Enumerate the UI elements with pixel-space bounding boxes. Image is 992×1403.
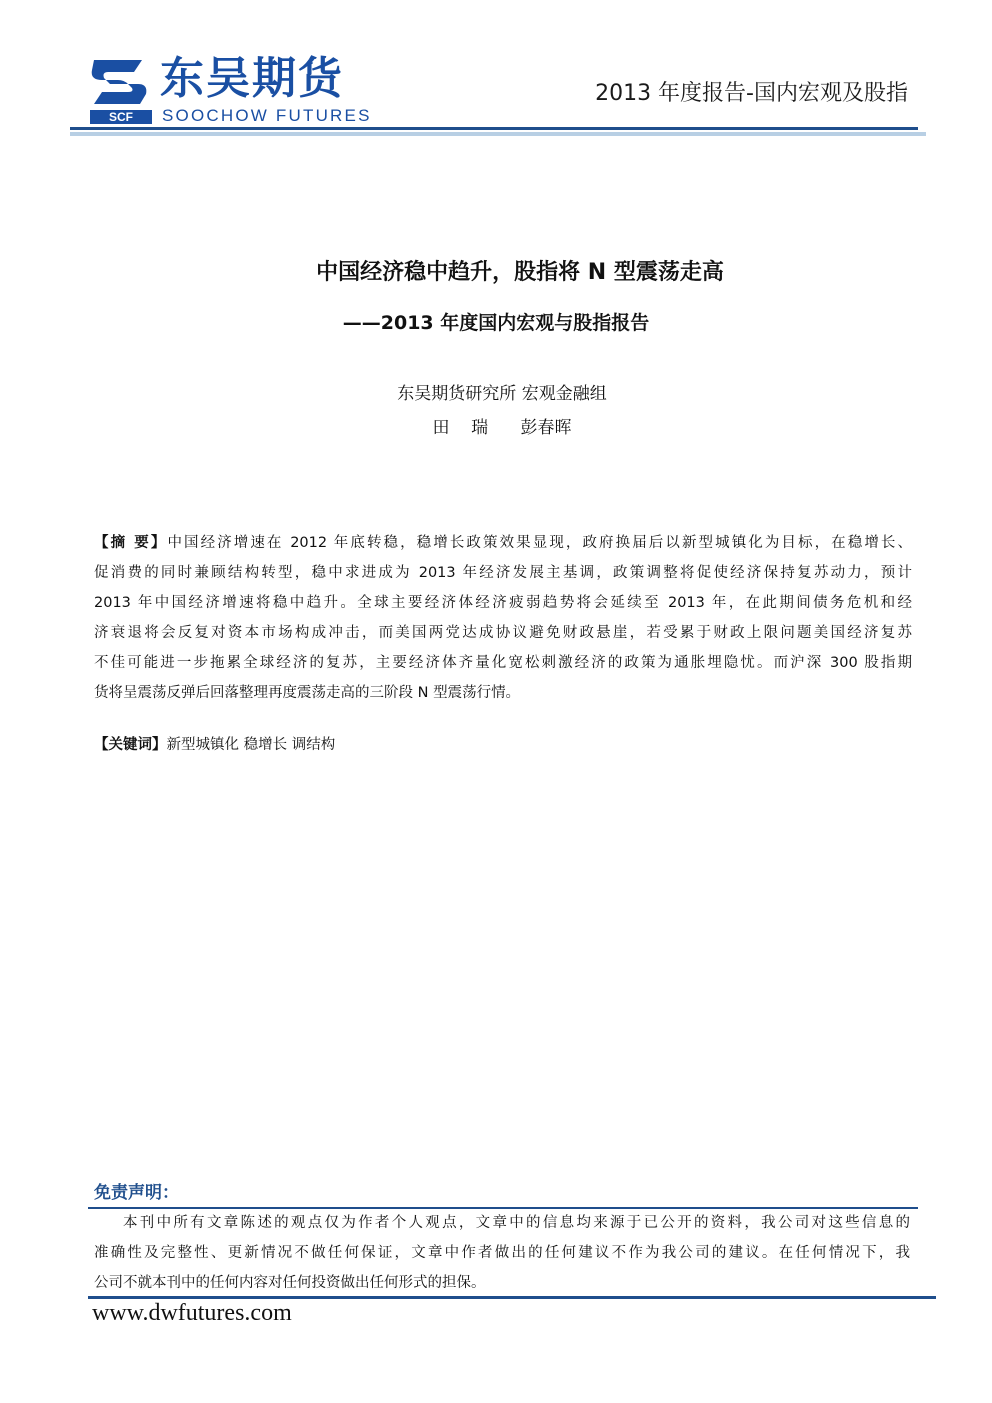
disclaimer-line: 本刊中所有文章陈述的观点仅为作者个人观点，文章中的信息均来源于已公开的资料，我公司对这些信息的 <box>123 1215 910 1231</box>
abstract-line: 不佳可能进一步拖累全球经济的复苏，主要经济体齐量化宽松刺激经济的政策为通胀埋隐忧。而沪深 300 股指期 <box>94 655 912 671</box>
company-logo <box>88 54 408 126</box>
keywords-text: 新型城镇化 稳增长 调结构 <box>166 737 336 753</box>
abstract-line-text: 中国经济增速在 2012 年底转稳，稳增长政策效果显现，政府换届后以新型城镇化为目标，在稳增长、 <box>167 535 912 551</box>
authors: 田 瑞 彭春晖 <box>432 418 572 438</box>
header-rule-light <box>70 132 926 136</box>
abstract-line: 货将呈震荡反弹后回落整理再度震荡走高的三阶段 N 型震荡行情。 <box>94 685 521 701</box>
page-header <box>0 0 992 140</box>
keywords-label: 【关键词】 <box>94 737 167 753</box>
logo-text-cn: 东吴期货 <box>160 53 344 104</box>
abstract-line: 促消费的同时兼顾结构转型，稳中求进成为 2013 年经济发展主基调，政策调整将促使经济保持复苏动力，预计 <box>94 565 912 581</box>
scf-logo-icon <box>88 54 154 126</box>
logo-mark-text: SCF <box>109 110 133 124</box>
footer-url[interactable]: www.dwfutures.com <box>92 1300 292 1326</box>
keywords <box>94 730 335 760</box>
abstract <box>94 528 912 708</box>
abstract-label: 【摘 要】 <box>94 535 168 551</box>
disclaimer-line: 准确性及完整性、更新情况不做任何保证，文章中作者做出的任何建议不作为我公司的建议。在任何情况下，我 <box>94 1245 910 1261</box>
disclaimer-line: 公司不就本刊中的任何内容对任何投资做出任何形式的担保。 <box>94 1275 486 1291</box>
page-title: 中国经济稳中趋升，股指将 N 型震荡走高 <box>316 260 724 285</box>
page-subtitle: ——2013 年度国内宏观与股指报告 <box>342 312 650 334</box>
logo-text-en: SOOCHOW FUTURES <box>162 106 372 125</box>
header-rule-dark <box>70 127 918 130</box>
abstract-line: 2013 年中国经济增速将稳中趋升。全球主要经济体经济疲弱趋势将会延续至 2013 年，在此期间债务危机和经 <box>94 595 912 611</box>
abstract-line <box>94 528 912 558</box>
disclaimer-body <box>94 1208 910 1298</box>
abstract-line: 济衰退将会反复对资本市场构成冲击，而美国两党达成协议避免财政悬崖，若受累于财政上限问题美国经济复苏 <box>94 625 912 641</box>
organization: 东吴期货研究所 宏观金融组 <box>397 384 607 404</box>
disclaimer-title: 免责声明： <box>94 1183 179 1203</box>
report-label: 2013 年度报告-国内宏观及股指 <box>595 81 908 106</box>
